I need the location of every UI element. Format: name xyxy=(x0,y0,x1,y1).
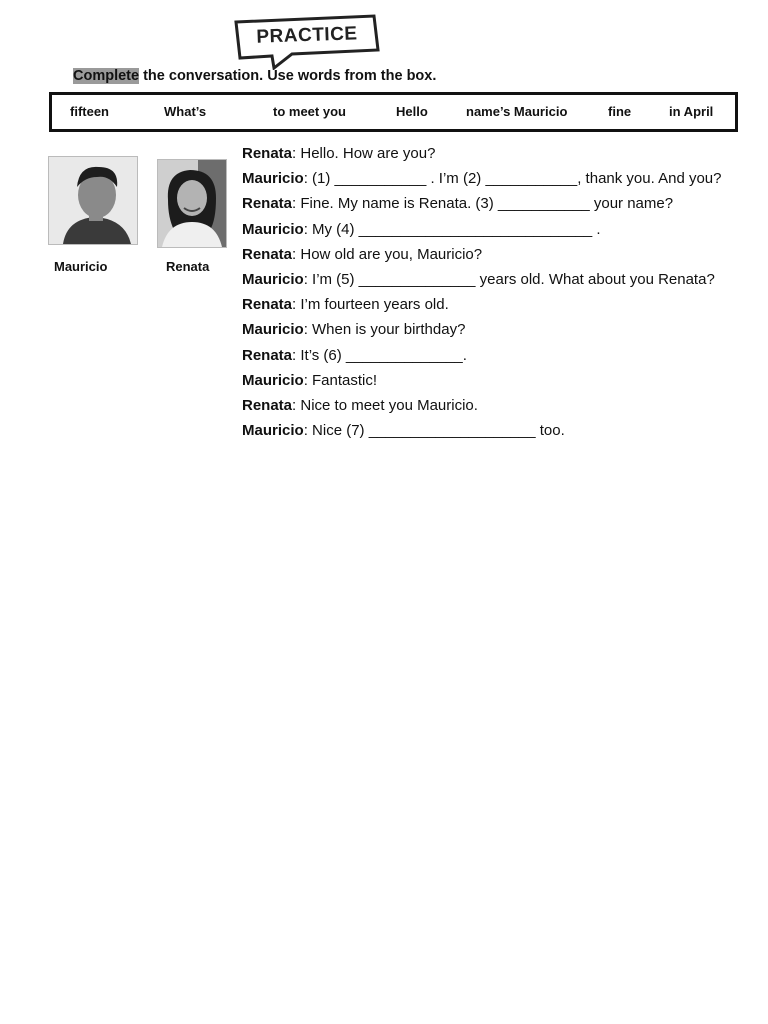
speaker-name: Renata xyxy=(242,396,293,414)
instruction xyxy=(73,68,436,84)
word-bank-item: What’s xyxy=(164,104,207,119)
speaker-name: Mauricio xyxy=(242,422,304,440)
dialogue-text: : (1) ___________ . I’m (2) ___________, thank you. And you? xyxy=(303,170,722,188)
mauricio-label: Mauricio xyxy=(54,259,108,274)
speaker-name: Mauricio xyxy=(242,220,304,238)
speaker-name: Renata xyxy=(242,145,293,162)
speaker-name: Mauricio xyxy=(242,371,304,389)
dialogue-line xyxy=(242,396,762,421)
speaker-name: Mauricio xyxy=(242,170,304,188)
instruction-highlight: Complete xyxy=(73,68,140,84)
dialogue-line xyxy=(242,270,762,295)
word-bank-item: in April xyxy=(669,104,714,119)
dialogue-text: : It’s (6) ______________. xyxy=(292,346,467,364)
dialogue-line xyxy=(242,194,762,219)
dialogue-line xyxy=(242,371,762,396)
speaker-name: Renata xyxy=(242,245,293,263)
speaker-name: Renata xyxy=(242,346,293,364)
dialogue-text: : Fantastic! xyxy=(303,371,378,389)
dialogue-text: : My (4) ____________________________ . xyxy=(303,220,601,238)
word-bank-item: Hello xyxy=(396,104,428,119)
instruction-text: the conversation. Use words from the box. xyxy=(139,68,437,84)
banner-title: PRACTICE xyxy=(256,23,358,48)
dialogue xyxy=(242,144,762,446)
dialogue-line xyxy=(242,421,762,446)
dialogue-text: : Nice (7) ____________________ too. xyxy=(303,422,565,440)
dialogue-text: : I’m fourteen years old. xyxy=(292,296,449,314)
speaker-name: Mauricio xyxy=(242,321,304,339)
word-box xyxy=(49,92,738,132)
dialogue-line xyxy=(242,144,762,169)
dialogue-line xyxy=(242,220,762,245)
word-bank-item: fifteen xyxy=(70,104,109,119)
dialogue-text: : I’m (5) ______________ years old. What about you Renata? xyxy=(303,270,715,288)
speaker-name: Renata xyxy=(242,296,293,314)
speaker-name: Mauricio xyxy=(242,270,304,288)
renata-photo xyxy=(157,159,227,248)
word-bank-item: to meet you xyxy=(273,104,346,119)
dialogue-text: : When is your birthday? xyxy=(303,321,466,339)
dialogue-line xyxy=(242,245,762,270)
dialogue-text: : Nice to meet you Mauricio. xyxy=(292,396,478,414)
practice-banner xyxy=(232,12,382,70)
renata-label: Renata xyxy=(166,259,210,274)
speaker-name: Renata xyxy=(242,195,293,213)
dialogue-text: : Hello. How are you? xyxy=(292,145,436,162)
dialogue-text: : How old are you, Mauricio? xyxy=(292,245,483,263)
dialogue-line xyxy=(242,320,762,345)
dialogue-line xyxy=(242,346,762,371)
dialogue-line xyxy=(242,169,762,194)
word-bank-item: fine xyxy=(608,104,632,119)
dialogue-line xyxy=(242,295,762,320)
dialogue-text: : Fine. My name is Renata. (3) ___________ your name? xyxy=(292,195,674,213)
mauricio-photo xyxy=(48,156,138,245)
word-bank-item: name’s Mauricio xyxy=(466,104,568,119)
